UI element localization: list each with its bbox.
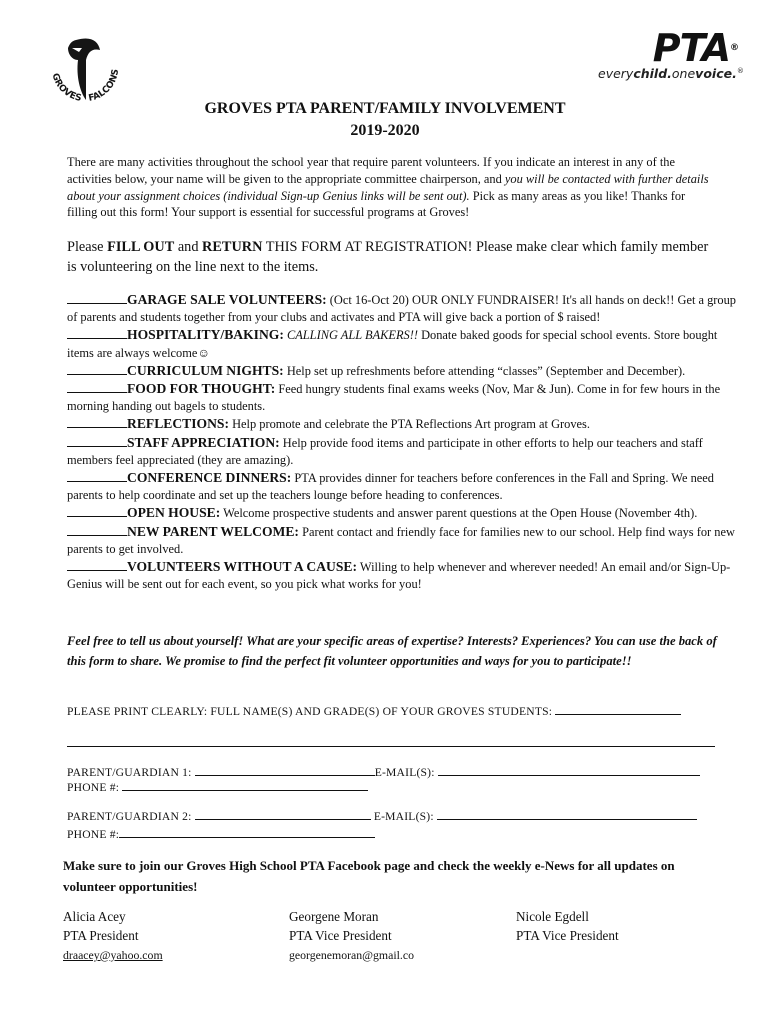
students-field[interactable] — [555, 703, 681, 715]
falcon-icon — [46, 30, 124, 108]
volunteer-item: FOOD FOR THOUGHT: Feed hungry students final exams weeks (Nov, Mar & Jun). Come in for few hours in the morning handing out bagels to students. — [67, 381, 721, 414]
signatory-name: Alicia Acey — [63, 909, 126, 924]
pta-tagline: everychild.onevoice.® — [598, 66, 744, 81]
svg-text:FALCONS: FALCONS — [87, 68, 122, 104]
volunteer-name-line[interactable] — [67, 381, 127, 393]
signatory-email-link[interactable]: draacey@yahoo.com — [63, 947, 163, 962]
signatory-role: PTA Vice President — [516, 928, 619, 944]
volunteer-items-list — [67, 291, 747, 593]
phone2-row — [67, 826, 375, 841]
parent2-row — [67, 808, 697, 823]
students-label: PLEASE PRINT CLEARLY: FULL NAME(S) AND GRADE(S) OF YOUR GROVES STUDENTS: — [67, 705, 553, 718]
volunteer-item: VOLUNTEERS WITHOUT A CAUSE: Willing to help whenever and wherever needed! An email and/or Sign-Up-Genius will be sent out for each event, so you pick what works for you! — [67, 559, 731, 592]
parent1-name-field[interactable] — [195, 764, 375, 776]
volunteer-item: NEW PARENT WELCOME: Parent contact and friendly face for families new to our school. Help find ways for new parents to get involved. — [67, 523, 735, 556]
volunteer-name-line[interactable] — [67, 435, 127, 447]
email2-label: E-MAIL(S): — [373, 810, 434, 823]
phone1-label: PHONE #: — [67, 781, 120, 794]
volunteer-item: GARAGE SALE VOLUNTEERS: (Oct 16-Oct 20) OUR ONLY FUNDRAISER! It's all hands on deck!! Get a group of parents and students together from your clubs and activates and PTA will give back a portion of $ raised! — [67, 292, 737, 325]
document-year: 2019-2020 — [350, 122, 420, 139]
parent2-email-field[interactable] — [437, 808, 697, 820]
volunteer-item: CONFERENCE DINNERS: PTA provides dinner for teachers before conferences in the Fall and Spring. We need parents to help coordinate and set up the teachers lounge before heading to conferences. — [67, 470, 714, 503]
facebook-note: Make sure to join our Groves High School PTA Facebook page and check the weekly e-News for all updates on volunteer opportunities! — [63, 858, 675, 894]
students-row — [67, 703, 681, 718]
instructions-paragraph: Please FILL OUT and RETURN THIS FORM AT REGISTRATION! Please make clear which family member is volunteering on the line next to the items. — [67, 239, 709, 275]
volunteer-name-line[interactable] — [67, 505, 127, 517]
students-row-continued — [67, 735, 715, 750]
signatory-1 — [63, 907, 163, 965]
volunteer-name-line[interactable] — [67, 416, 127, 428]
phone2-label: PHONE #: — [67, 828, 120, 841]
pta-wordmark: PTA — [652, 26, 730, 70]
registered-mark: ® — [730, 43, 738, 53]
parent2-name-field[interactable] — [195, 808, 371, 820]
parent1-phone-field[interactable] — [122, 779, 368, 791]
signatory-3 — [516, 907, 619, 946]
volunteer-name-line[interactable] — [67, 470, 127, 482]
volunteer-item: CURRICULUM NIGHTS: Help set up refreshments before attending “classes” (September and December). — [67, 362, 747, 380]
signatory-2 — [289, 907, 414, 965]
volunteer-name-line[interactable] — [67, 559, 127, 571]
groves-falcons-logo — [46, 30, 124, 108]
signatory-email: georgenemoran@gmail.co — [289, 947, 414, 962]
svg-text:GROVES: GROVES — [49, 72, 83, 104]
volunteer-item: HOSPITALITY/BAKING: CALLING ALL BAKERS!! Donate baked goods for special school events. Store bought items are always welcome☺ — [67, 327, 718, 360]
parent1-label: PARENT/GUARDIAN 1: — [67, 766, 192, 779]
volunteer-name-line[interactable] — [67, 363, 127, 375]
volunteer-item: STAFF APPRECIATION: Help provide food items and participate in other efforts to help our teachers and staff members feel appreciated (they are amazing). — [67, 434, 703, 467]
pta-logo — [598, 26, 744, 88]
parent1-row — [67, 764, 700, 779]
signatory-name: Nicole Egdell — [516, 909, 589, 924]
phone1-row — [67, 779, 368, 794]
volunteer-item: OPEN HOUSE: Welcome prospective students and answer parent questions at the Open House (November 4th). — [67, 504, 747, 522]
students-field-2[interactable] — [67, 735, 715, 747]
feel-free-note: Feel free to tell us about yourself! What are your specific areas of expertise? Interests? Experiences? You can use the back of this form to share. We promise to find the perfect fit volunteer opportunities and ways for you to participate!! — [67, 634, 717, 668]
volunteer-name-line[interactable] — [67, 292, 127, 304]
document-title: GROVES PTA PARENT/FAMILY INVOLVEMENT — [204, 100, 566, 117]
signatory-role: PTA Vice President — [289, 928, 392, 944]
volunteer-name-line[interactable] — [67, 327, 127, 339]
email1-label: E-MAIL(S): — [374, 766, 435, 779]
volunteer-name-line[interactable] — [67, 524, 127, 536]
parent2-phone-field[interactable] — [119, 826, 375, 838]
parent1-email-field[interactable] — [438, 764, 700, 776]
volunteer-item: REFLECTIONS: Help promote and celebrate the PTA Reflections Art program at Groves. — [67, 415, 747, 433]
parent2-label: PARENT/GUARDIAN 2: — [67, 810, 192, 823]
intro-paragraph: There are many activities throughout the school year that require parent volunteers. If you indicate an interest in any of the activities below, your name will be given to the appropriate committee chairperson, and you will be contacted with further details about your assignment choices (individual Sign-up Genius links will be sent out). Pick as many areas as you like! Thanks for filling out this form! Your support is essential for successful programs at Groves! — [67, 155, 709, 220]
signatory-name: Georgene Moran — [289, 909, 379, 924]
signatory-role: PTA President — [63, 928, 139, 944]
